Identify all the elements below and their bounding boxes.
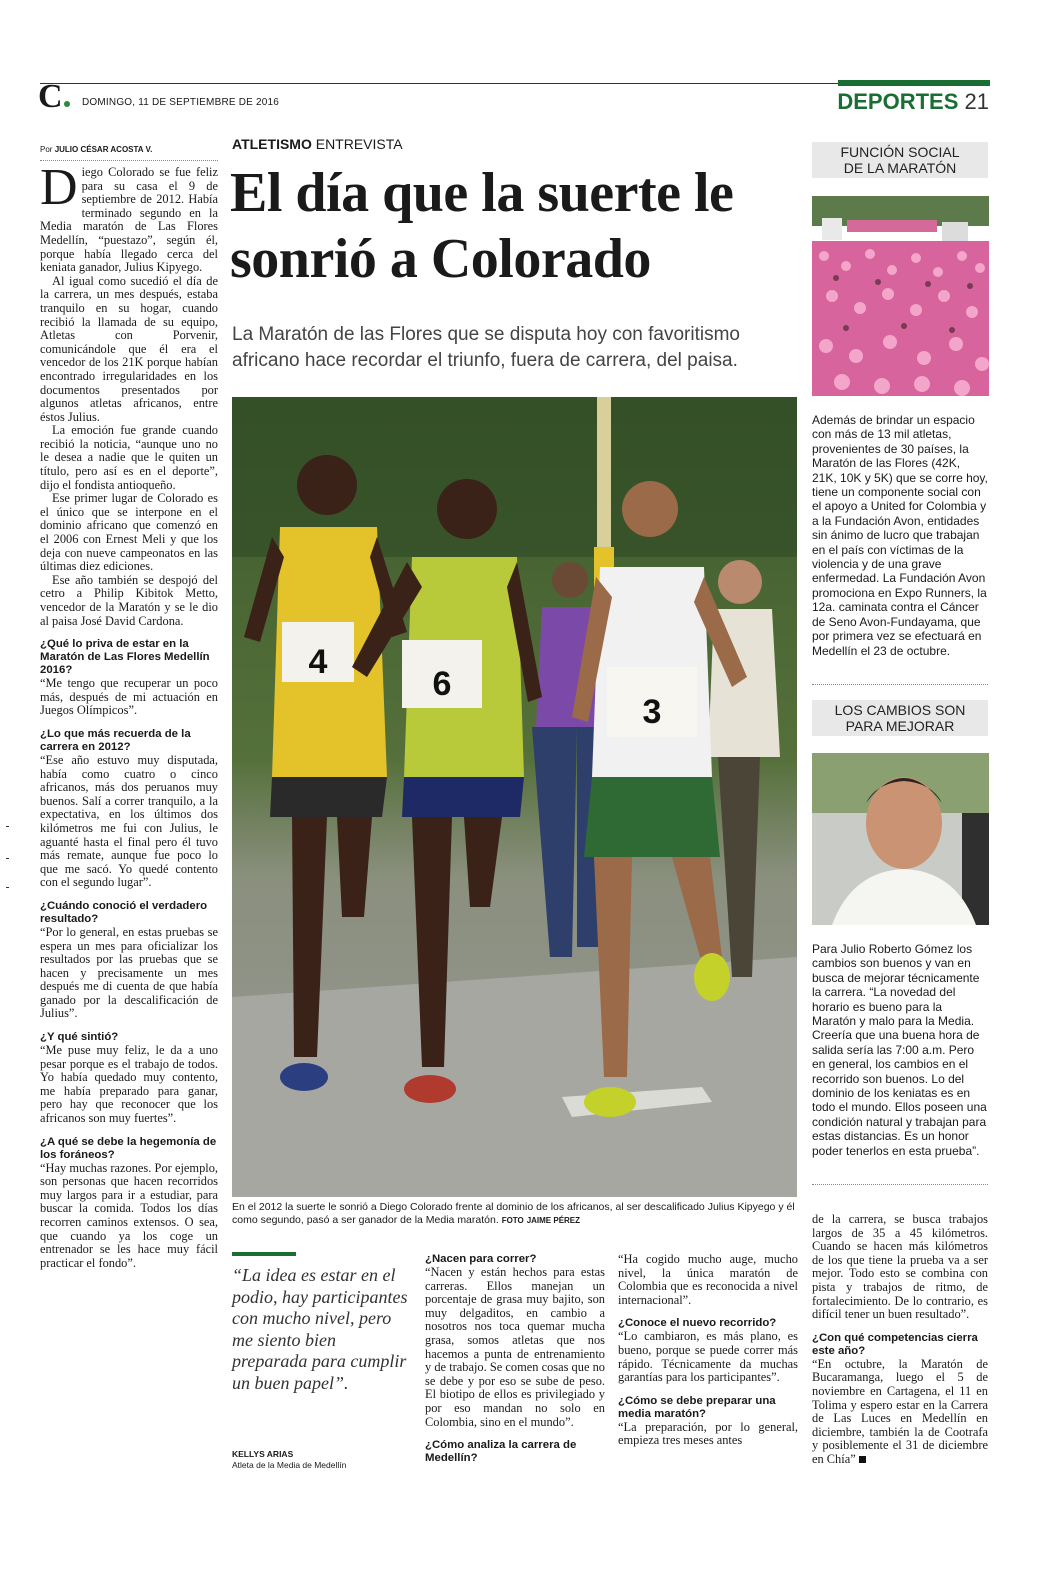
interview-answer: “Lo cambiaron, es más plano, es bueno, porque se puede correr más rápido. Técnicamente da muchas garantías para los participantes”. xyxy=(618,1329,798,1385)
sidebar-divider xyxy=(812,684,988,685)
edge-mark xyxy=(6,887,9,888)
left-column xyxy=(40,159,218,1270)
photo-caption: En el 2012 la suerte le sonrió a Diego Colorado frente al dominio de los africanos, al ser descalificado Julius Kipyego y él como segundo, pasó a ser ganador de la Media maratón. FOTO JAIME PÉREZ xyxy=(232,1201,795,1226)
right-column xyxy=(812,1213,988,1467)
edge-mark xyxy=(6,858,9,859)
kicker xyxy=(232,136,403,152)
byline-author: JULIO CÉSAR ACOSTA V. xyxy=(54,145,153,154)
interview-answer: “Ha cogido mucho auge, mucho nivel, la única maratón de Colombia que es reconocida a nivel internacional”. xyxy=(618,1252,798,1307)
bib-number: 6 xyxy=(432,665,452,703)
byline-prefix: Por xyxy=(40,145,53,154)
interview-question: ¿Con qué competencias cierra este año? xyxy=(812,1331,978,1357)
credit-label: FOTO xyxy=(501,1216,524,1225)
interview-question: ¿Qué lo priva de estar en la Maratón de Las Flores Medellín 2016? xyxy=(40,638,210,677)
credit-name: JAIME PÉREZ xyxy=(526,1216,581,1225)
interview-answer: “Nacen y están hechos para estas carreras. Ellos manejan un porcentaje de grasa muy bajito, son muy delgaditos, en cambio a nosotros nos toca quemar mucha grasa, somos atletas que nos hacemos a punta de entrenamiento y de trabajo. Se comen cosas que no se debe y por eso se sube de peso. El biotipo de ellos es privilegiado y por eso mandan no solo en Colombia, sino en el mundo”. xyxy=(425,1265,605,1429)
interview-question: ¿Cuándo conoció el verdadero resultado? xyxy=(40,899,208,925)
end-mark xyxy=(859,1456,866,1463)
paragraph: La emoción fue grande cuando recibió la noticia, “aunque uno no le desea a nadie que le quiten un título, pero así es en el deporte”, dijo el fondista antioqueño. xyxy=(40,423,218,492)
interview-answer: “Hay muchas razones. Por ejemplo, son personas que hacen recorridos muy largos para ir a estudiar, para buscar la comida. Todos los días recorren caminos extensos. O sea, que cuando ya los coge un entrenador se les hace muy fácil practicar el fondo”. xyxy=(40,1160,218,1270)
crowd-photo xyxy=(812,196,989,396)
newspaper-logo: C xyxy=(38,82,70,112)
sidebar-box-text: Además de brindar un espacio con más de 13 mil atletas, provenientes de 30 países, la Maratón de las Flores (42K, 21K, 10K y 5K) que se corre hoy, tiene un componente social con el apoyo a United for Colombia y a la Fundación Avon, entidades sin ánimo de lucro que trabajan en el país con víctimas de la violencia y de una grave enfermedad. La Fundación Avon promociona en Expo Runners, la 12a. caminata contra el Cáncer de Seno Avon-Fundayama, que por primera vez se efectuará en Medellín el 23 de octubre. xyxy=(812,413,988,658)
interview-question: ¿Cómo analiza la carrera de Medellín? xyxy=(425,1439,577,1465)
drop-cap: D xyxy=(40,159,78,216)
edge-mark xyxy=(6,826,9,827)
portrait-photo xyxy=(812,753,989,925)
section-color-bar xyxy=(838,80,990,86)
runners-photo xyxy=(232,397,797,1197)
edition-date: DOMINGO, 11 DE SEPTIEMBRE DE 2016 xyxy=(82,97,280,108)
interview-question: ¿Lo que más recuerda de la carrera en 2012? xyxy=(40,727,191,753)
middle-column-2 xyxy=(618,1253,798,1448)
paragraph: Ese primer lugar de Colorado es el único que se interpone en el dominio africano que comenzó en el 2006 con Ernest Meli y que los deja con nueve campeonatos en las últimas diez ediciones. xyxy=(40,491,218,574)
interview-question: ¿Nacen para correr? xyxy=(425,1253,537,1265)
interview-answer: de la carrera, se busca trabajos largos de 35 a 45 kilómetros. Cuando se hacen más kilómetros de los que tiene la prueba va a ser mejor. Todo esto se combina con pista y trabajos de ritmo, de fortalecimiento. De lo contrario, es difícil tener un buen resultado”. xyxy=(812,1212,988,1322)
pull-quote: “La idea es estar en el podio, hay participantes con mucho nivel, pero me siento bien preparada para cumplir un buen papel”. xyxy=(232,1265,408,1393)
paragraph: Al igual como sucedió el día de la carrera, un mes después, estaba tranquilo en su hogar, cuando recibió la llamada de su equipo, Atletas con Porvenir, comunicándole que él era el vencedor de los 21K porque habían encontrado irregularidades en los documentos presentados por algunos atletas africanos, entre éstos Julius. xyxy=(40,273,218,424)
headline: El día que la suerte le sonrió a Colorado xyxy=(230,162,734,290)
sidebar-box-text: Para Julio Roberto Gómez los cambios son buenos y van en busca de mejorar técnicamente la carrera. “La novedad del horario es bueno para la Maratón y malo para la Media. Creería que una buena hora de salida sería las 7:00 a.m. Pero en general, los cambios en el recorrido son buenos. Lo del dominio de los keniatas es en todo el mundo. Ellos poseen una condición natural y trabajan para estas distancias. Es un honor poder tenerlos en esta prueba”. xyxy=(812,942,987,1158)
interview-question: ¿Y qué sintió? xyxy=(40,1031,119,1044)
section-header xyxy=(837,90,989,114)
section-name: DEPORTES xyxy=(837,89,959,114)
middle-column-1 xyxy=(425,1253,605,1465)
quote-author: KELLYS ARIAS xyxy=(232,1449,294,1459)
interview-answer: “Me tengo que recuperar un poco más, después de mi actuación en Juegos Olímpicos”. xyxy=(40,676,218,718)
sidebar-box-title: FUNCIÓN SOCIAL DE LA MARATÓN xyxy=(812,142,988,178)
kicker-tag: ATLETISMO xyxy=(232,136,312,152)
interview-question: ¿A qué se debe la hegemonía de los foráneos? xyxy=(40,1135,217,1161)
interview-answer: “Ese año estuvo muy disputada, había como cuatro o cinco africanos, más dos peruanos muy buenos. Salí a correr tranquilo, a la expectativa, en los últimos dos kilómetros me fui con Julius, le aguanté hasta el final pero él tuvo más remate, aunque fue poco lo que me sacó. Yo quedé contento con el segundo lugar”. xyxy=(40,752,218,890)
sidebar-box-title: LOS CAMBIOS SON PARA MEJORAR xyxy=(812,700,988,736)
quote-rule xyxy=(232,1252,296,1256)
interview-question: ¿Conoce el nuevo recorrido? xyxy=(618,1317,777,1330)
page-number: 21 xyxy=(964,89,989,114)
quote-author-role: Atleta de la Media de Medellín xyxy=(232,1460,347,1470)
byline xyxy=(40,145,152,154)
sidebar-divider xyxy=(812,1184,988,1185)
bib-number: 4 xyxy=(308,643,328,681)
interview-answer: “Por lo general, en estas pruebas se espera un mes para oficializar los resultados por las pruebas que se hacen y precisamente un mes después me di cuenta de que había ganado por la descalificación de Julius”. xyxy=(40,924,218,1021)
interview-answer: “Me puse muy feliz, le da a uno pesar porque es el trabajo de todos. Yo había quedado muy contento, me había preparado para ganar, pero hay que reconocer que los africanos son muy fuertes”. xyxy=(40,1043,218,1126)
interview-question: ¿Cómo se debe preparar una media maratón? xyxy=(618,1394,776,1420)
lead-paragraph: Diego Colorado se fue feliz para su casa el 9 de septiembre de 2012. Había terminado segundo en la Media maratón de Las Flores Medellín, “puestazo”, según él, porque había llegado cerca del keniata ganador, Julius Kipyego. xyxy=(40,159,218,275)
kicker-type: ENTREVISTA xyxy=(315,136,403,152)
paragraph: Ese año también se despojó del cetro a Philip Kibitok Metto, vencedor de la Maratón y se le dio al paisa José David Cardona. xyxy=(40,572,218,628)
bib-number: 3 xyxy=(642,693,662,731)
deck: La Maratón de las Flores que se disputa hoy con favoritismo africano hace recordar el triunfo, fuera de carrera, del paisa. xyxy=(232,324,740,371)
interview-answer: “En octubre, la Maratón de Bucaramanga, luego el 5 de noviembre en Cartagena, el 11 en Tolima y espero estar en la Carrera de Las Luces en Medellín en diciembre, también la de Cootrafa y posiblemente el 31 de diciembre en Chía” xyxy=(812,1356,988,1466)
interview-answer: “La preparación, por lo general, empieza tres meses antes xyxy=(618,1419,798,1448)
